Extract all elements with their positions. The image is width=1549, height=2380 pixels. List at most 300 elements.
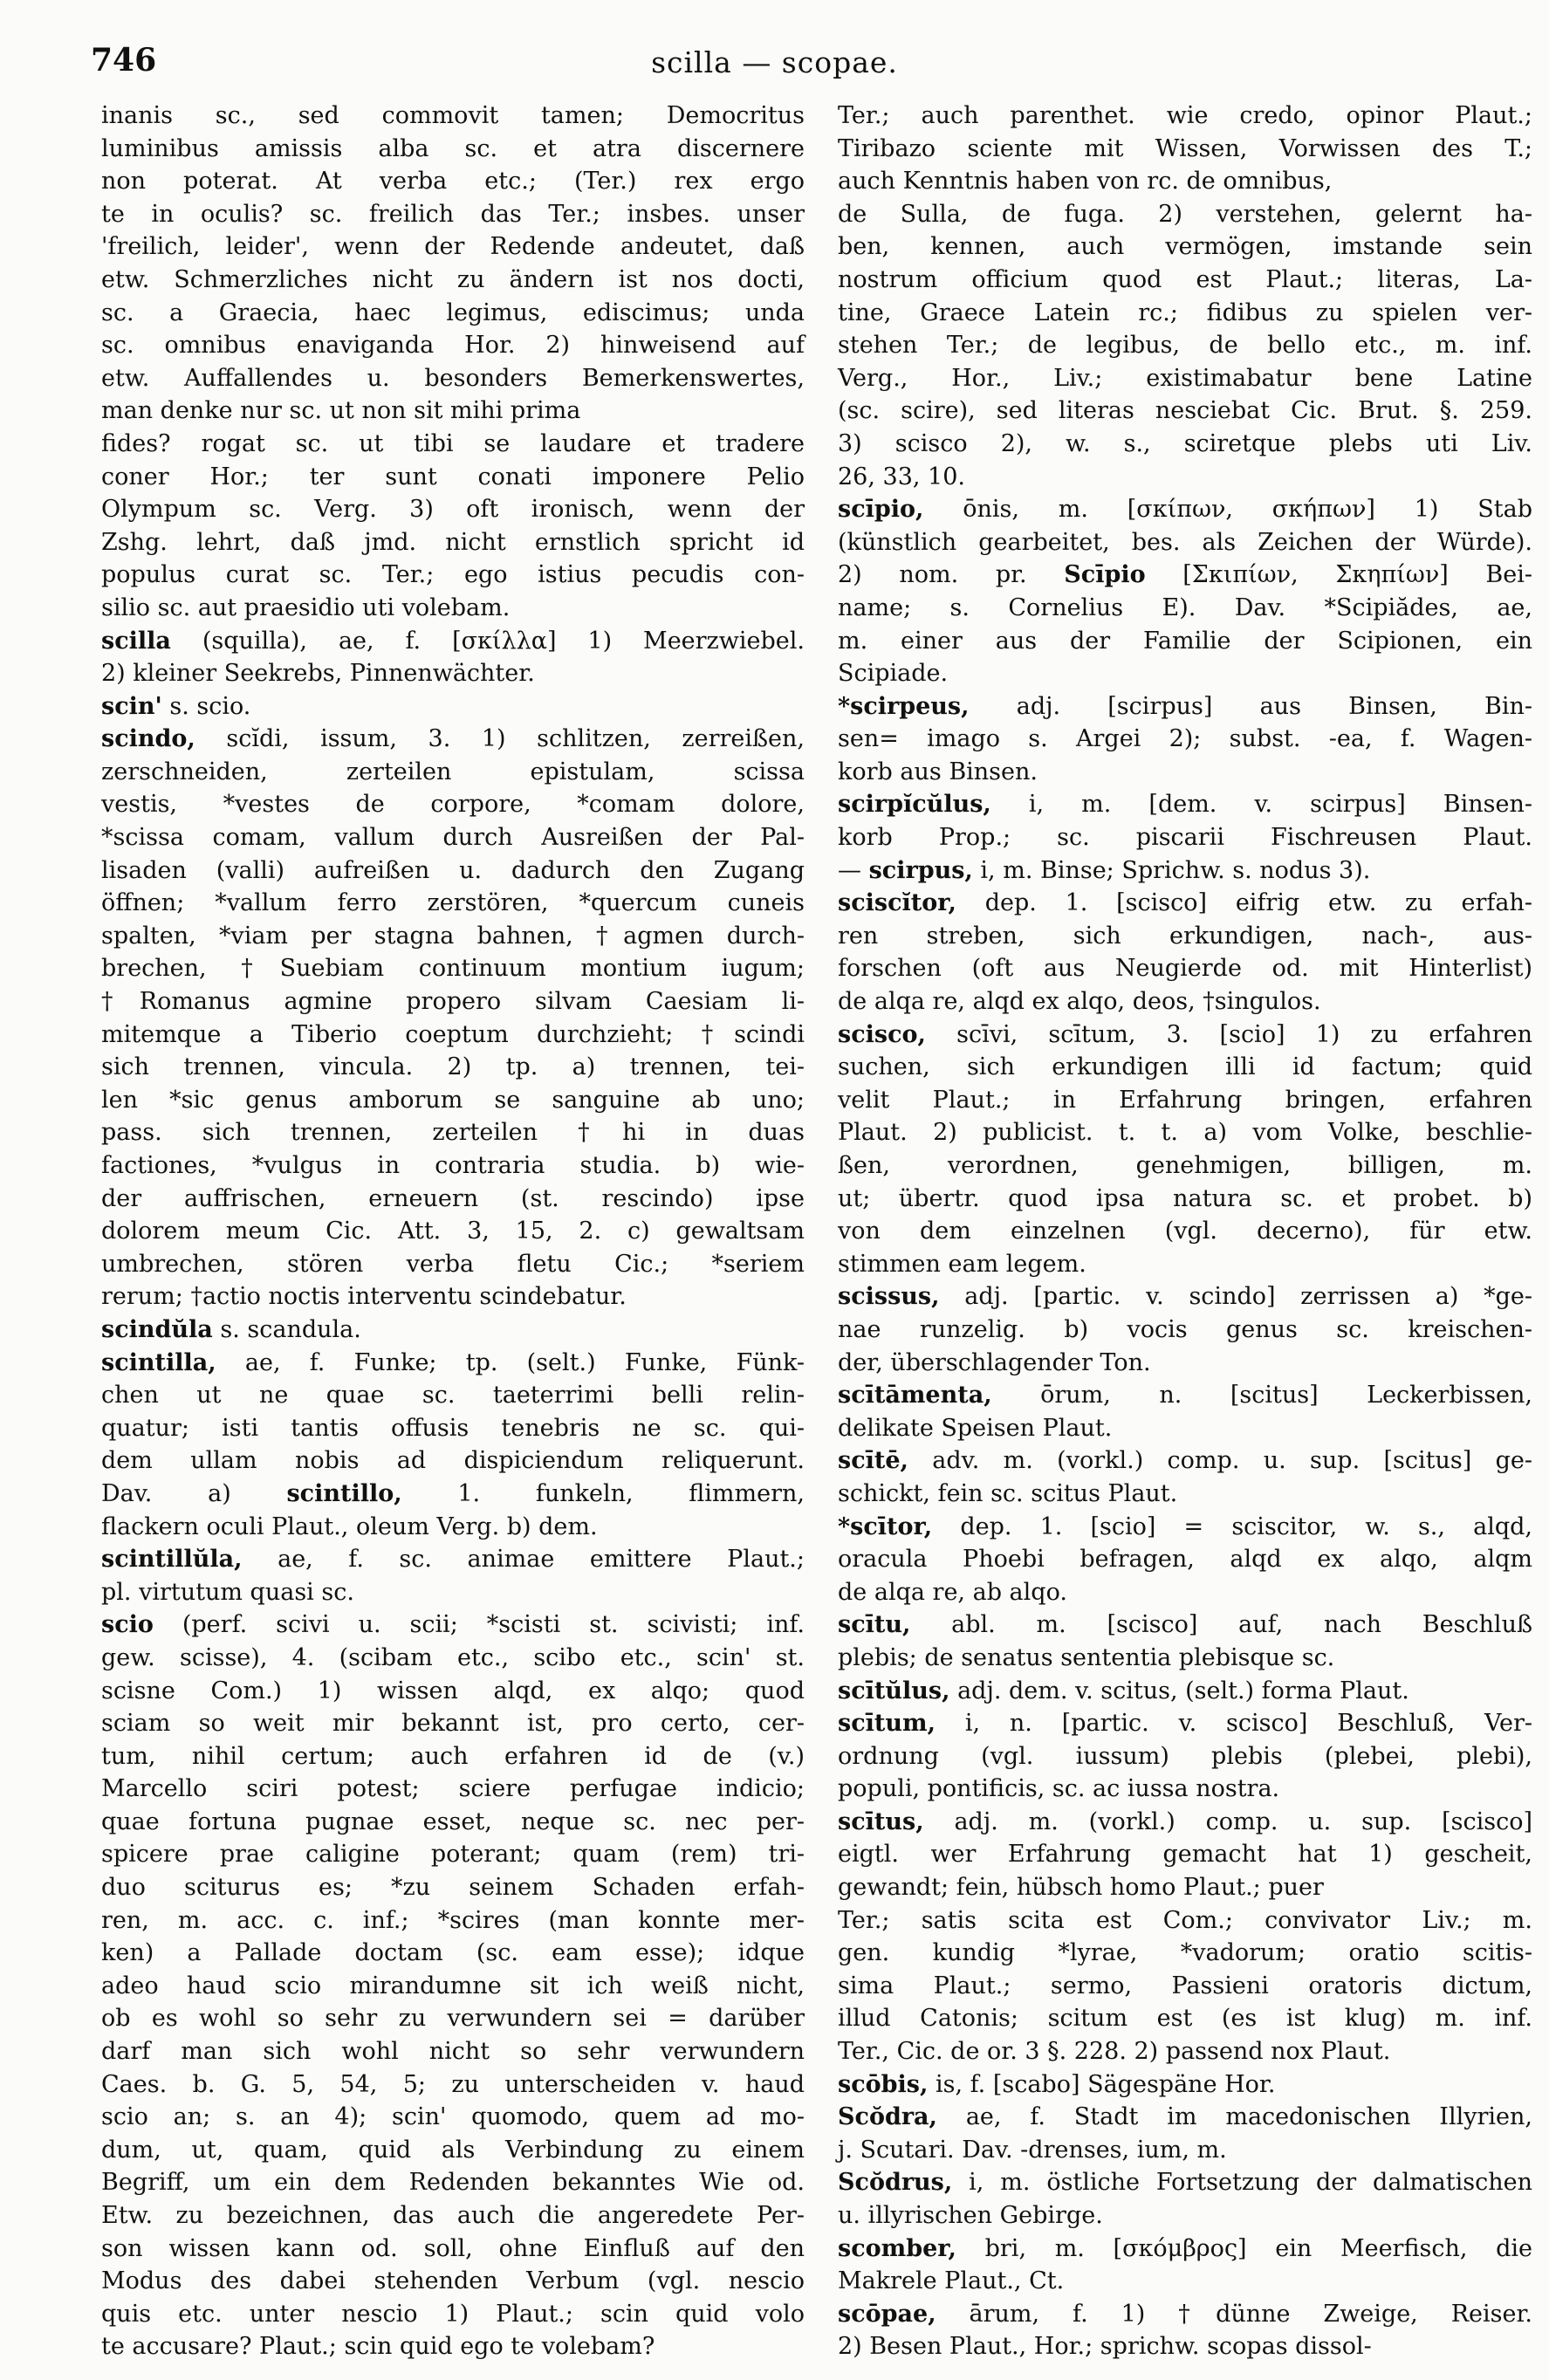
text-line: [101, 1740, 805, 1773]
text-line: [838, 2101, 1532, 2134]
text-line: [101, 1871, 805, 1904]
text-line: [101, 2330, 805, 2363]
text-line: [101, 1280, 805, 1313]
entry-text: scīvi, scītum, 3. [scio] 1) zu erfahren: [925, 1020, 1532, 1048]
entry-text: sen= imago s. Argei 2); subst. -ea, f. Wagen-: [838, 725, 1532, 753]
text-line: [838, 756, 1532, 789]
text-line: [838, 461, 1532, 494]
entry-text: Ter., Cic. de or. 3 §. 228. 2) passend nox Plaut.: [838, 2038, 1391, 2066]
entry-text: *scissa comam, vallum durch Ausreißen der Pal-: [101, 824, 805, 852]
text-line: [838, 1183, 1532, 1216]
entry-text: brechen, †Suebiam continuum montium iugum;: [101, 955, 805, 983]
headword: scisco,: [838, 1020, 926, 1048]
entry-text: quis etc. unter nescio 1) Plaut.; scin quid volo: [101, 2300, 805, 2328]
entry-text: abl. m. [scisco] auf, nach Beschluß: [910, 1611, 1532, 1639]
text-line: [838, 1379, 1532, 1412]
entry-text: (künstlich gearbeitet, bes. als Zeichen der Würde).: [838, 528, 1532, 556]
headword: scītum,: [838, 1710, 936, 1738]
entry-text: Caes. b. G. 5, 54, 5; zu unterscheiden v. haud: [101, 2070, 805, 2098]
entry-text: gewandt; fein, hübsch homo Plaut.; puer: [838, 1874, 1324, 1902]
entry-text: nae runzelig. b) vocis genus sc. kreischen-: [838, 1315, 1532, 1343]
text-line: [101, 1642, 805, 1675]
entry-text: ārum, f. 1) †dünne Zweige, Reiser.: [936, 2300, 1532, 2328]
entry-text: (perf. scivi u. scii; *scisti st. scivisti; inf.: [153, 1611, 805, 1639]
text-line: [101, 99, 805, 133]
headword: scin': [101, 692, 162, 720]
text-line: [101, 1608, 805, 1642]
text-line: [101, 1806, 805, 1839]
headword: Scŏdra,: [838, 2103, 937, 2131]
text-line: [838, 2002, 1532, 2035]
entry-text: 26, 33, 10.: [838, 463, 965, 490]
entry-text: ken) a Pallade doctam (sc. eam esse); idque: [101, 1939, 805, 1967]
entry-text: Begriff, um ein dem Redenden bekanntes Wie od.: [101, 2169, 805, 2197]
running-head: scilla — scopae.: [651, 45, 898, 79]
text-line: [101, 690, 805, 724]
headword: scītāmenta,: [838, 1382, 992, 1409]
entry-text: silio sc. aut praesidio uti volebam.: [101, 593, 511, 621]
entry-text: j. Scutari. Dav. -drenses, ium, m.: [838, 2136, 1227, 2164]
entry-text: nostrum officium quod est Plaut.; literas, La-: [838, 265, 1532, 293]
text-line: [101, 1215, 805, 1248]
text-line: [101, 2134, 805, 2167]
text-line: [838, 788, 1532, 821]
headword: scintilla,: [101, 1348, 216, 1376]
entry-text: †Romanus agmine propero silvam Caesiam li-: [101, 988, 805, 1016]
entry-text: i, m. östliche Fortsetzung der dalmatischen: [952, 2169, 1532, 2197]
entry-text: name; s. Cornelius E). Dav. *Scipiădes, ae,: [838, 593, 1532, 621]
entry-text: ae, f. sc. animae emittere Plaut.;: [242, 1546, 805, 1574]
entry-text: (squilla), ae, f. [σκίλλα] 1) Meerzwiebel.: [170, 627, 805, 655]
entry-text: populus curat sc. Ter.; ego istius pecudis con-: [101, 561, 805, 589]
text-line: [838, 362, 1532, 395]
text-line: [101, 2002, 805, 2035]
text-line: [838, 2265, 1532, 2298]
text-line: [101, 1838, 805, 1871]
page-number: 746: [91, 42, 157, 79]
text-line: [838, 493, 1532, 526]
entry-text: ßen, verordnen, genehmigen, billigen, m.: [838, 1152, 1532, 1179]
text-line: [838, 1313, 1532, 1347]
headword: scindo,: [101, 725, 195, 753]
entry-text: eigtl. wer Erfahrung gemacht hat 1) gescheit,: [838, 1841, 1532, 1869]
text-line: [838, 133, 1532, 166]
entry-text: 2) Besen Plaut., Hor.; sprichw. scopas dissol-: [838, 2333, 1372, 2361]
entry-text: quae fortuna pugnae esset, neque sc. nec per-: [101, 1807, 805, 1835]
text-line: [838, 2199, 1532, 2233]
entry-text: ae, f. Funke; tp. (selt.) Funke, Fünk-: [216, 1348, 805, 1376]
left-column: [101, 99, 805, 2363]
text-line: [838, 657, 1532, 690]
entry-text: chen ut ne quae sc. taeterrimi belli relin-: [101, 1382, 805, 1409]
text-line: [101, 887, 805, 920]
entry-text: [Σκιπίων, Σκηπίων] Bei-: [1145, 561, 1532, 589]
entry-text: zerschneiden, zerteilen epistulam, scissa: [101, 758, 805, 785]
entry-text: Modus des dabei stehenden Verbum (vgl. nescio: [101, 2267, 805, 2295]
text-line: [838, 428, 1532, 461]
text-line: [838, 1444, 1532, 1478]
text-line: [101, 657, 805, 690]
text-line: [838, 1248, 1532, 1281]
headword: scintillŭla,: [101, 1546, 243, 1574]
text-line: [838, 1904, 1532, 1938]
entry-text: i, n. [partic. v. scisco] Beschluß, Ver-: [935, 1710, 1532, 1738]
entry-text: auch Kenntnis haben von rc. de omnibus,: [838, 168, 1333, 195]
text-line: [101, 198, 805, 231]
entry-text: pl. virtutum quasi sc.: [101, 1578, 354, 1606]
entry-text: ren, m. acc. c. inf.; *scires (man konnte mer-: [101, 1906, 805, 1934]
text-line: [101, 1347, 805, 1380]
text-line: [101, 625, 805, 658]
entry-text: Makrele Plaut., Ct.: [838, 2267, 1065, 2295]
entry-text: schickt, fein sc. scitus Plaut.: [838, 1479, 1178, 1507]
entry-text: 2) kleiner Seekrebs, Pinnenwächter.: [101, 660, 535, 688]
entry-text: sciam so weit mir bekannt ist, pro certo, cer-: [101, 1710, 805, 1738]
text-line: [838, 1970, 1532, 2003]
entry-text: adj. dem. v. scitus, (selt.) forma Plaut.: [949, 1677, 1409, 1704]
text-line: [101, 1019, 805, 1052]
entry-text: gen. kundig *lyrae, *vadorum; oratio scitis-: [838, 1939, 1532, 1967]
entry-text: dep. 1. [scisco] eifrig etw. zu erfah-: [956, 889, 1532, 917]
text-line: [101, 985, 805, 1019]
text-line: [838, 1871, 1532, 1904]
entry-text: de Sulla, de fuga. 2) verstehen, gelernt ha-: [838, 200, 1532, 228]
entry-text: plebis; de senatus sententia plebisque sc.: [838, 1643, 1335, 1671]
entry-text: adv. m. (vorkl.) comp. u. sup. [scitus] ge-: [908, 1447, 1532, 1475]
text-line: [838, 1937, 1532, 1970]
text-line: [101, 756, 805, 789]
text-line: [838, 2233, 1532, 2266]
text-line: [838, 394, 1532, 428]
text-line: [838, 1412, 1532, 1445]
entry-text: dum, ut, quam, quid als Verbindung zu einem: [101, 2136, 805, 2164]
text-line: [101, 1543, 805, 1576]
text-line: [838, 985, 1532, 1019]
text-line: [838, 165, 1532, 198]
headword: Scīpio: [1064, 561, 1146, 589]
entry-text: s. scandula.: [212, 1315, 361, 1343]
text-line: [838, 1642, 1532, 1675]
entry-text: inanis sc., sed commovit tamen; Democritus: [101, 102, 805, 129]
text-line: [838, 329, 1532, 362]
text-line: [101, 2298, 805, 2331]
entry-text: spicere prae caligine poterant; quam (rem) tri-: [101, 1841, 805, 1869]
right-column: [838, 99, 1532, 2363]
entry-text: vestis, *vestes de corpore, *comam dolore,: [101, 791, 805, 819]
text-line: [101, 428, 805, 461]
text-line: [101, 1051, 805, 1084]
entry-text: lisaden (valli) aufreißen u. dadurch den Zugang: [101, 856, 805, 884]
entry-text: i, m. [dem. v. scirpus] Binsen-: [990, 791, 1532, 819]
entry-text: fides? rogat sc. ut tibi se laudare et tradere: [101, 429, 805, 457]
text-line: [838, 1019, 1532, 1052]
text-line: [101, 394, 805, 428]
text-line: [838, 1280, 1532, 1313]
text-line: [101, 2068, 805, 2102]
text-line: [101, 723, 805, 756]
entry-text: ōnis, m. [σκίπων, σκήπων] 1) Stab: [923, 496, 1532, 524]
entry-text: tine, Graece Latein rc.; fidibus zu spielen ver-: [838, 298, 1532, 326]
text-line: [101, 854, 805, 888]
entry-text: etw. Auffallendes u. besonders Bemerkenswertes,: [101, 364, 805, 392]
text-line: [101, 2199, 805, 2233]
line-prefix: Dav. a): [101, 1479, 287, 1507]
text-line: [838, 723, 1532, 756]
entry-text: der, überschlagender Ton.: [838, 1348, 1151, 1376]
text-line: [838, 297, 1532, 330]
text-line: [101, 1248, 805, 1281]
entry-text: adj. [scirpus] aus Binsen, Bin-: [969, 692, 1532, 720]
text-line: [838, 264, 1532, 297]
text-line: [101, 165, 805, 198]
entry-text: adj. m. (vorkl.) comp. u. sup. [scisco]: [923, 1807, 1532, 1835]
entry-text: scio an; s. an 4); scin' quomodo, quem ad mo-: [101, 2103, 805, 2131]
entry-text: ōrum, n. [scitus] Leckerbissen,: [991, 1382, 1532, 1409]
text-line: [838, 1215, 1532, 1248]
headword: scītŭlus,: [838, 1677, 950, 1704]
text-line: [101, 264, 805, 297]
text-line: [838, 1511, 1532, 1544]
entry-text: (sc. scire), sed literas nesciebat Cic. Brut. §. 259.: [838, 397, 1532, 425]
text-line: [101, 1773, 805, 1806]
text-line: [838, 2035, 1532, 2068]
line-prefix: —: [838, 856, 869, 884]
entry-text: von dem einzelnen (vgl. decerno), für etw.: [838, 1217, 1532, 1245]
text-line: [101, 1116, 805, 1149]
entry-text: öffnen; *vallum ferro zerstören, *quercum cuneis: [101, 889, 805, 917]
text-line: [838, 1838, 1532, 1871]
entry-text: forschen (oft aus Neugierde od. mit Hinterlist): [838, 955, 1532, 983]
text-line: [838, 1707, 1532, 1740]
text-line: [101, 1478, 805, 1511]
text-line: [838, 99, 1532, 133]
text-line: [101, 2265, 805, 2298]
text-line: [101, 1970, 805, 2003]
text-line: [101, 1183, 805, 1216]
entry-text: dolorem meum Cic. Att. 3, 15, 2. c) gewaltsam: [101, 1217, 805, 1245]
entry-text: ae, f. Stadt im macedonischen Illyrien,: [936, 2103, 1532, 2131]
entry-text: sima Plaut.; sermo, Passieni oratoris dictum,: [838, 1972, 1532, 1999]
entry-text: Scipiade.: [838, 660, 949, 688]
entry-text: 'freilich, leider', wenn der Redende andeutet, daß: [101, 233, 805, 261]
entry-text: stimmen eam legem.: [838, 1250, 1086, 1278]
text-line: [838, 1576, 1532, 1609]
text-line: [101, 952, 805, 985]
text-line: [101, 1576, 805, 1609]
text-line: [838, 526, 1532, 559]
text-line: [838, 1149, 1532, 1183]
entry-text: dem ullam nobis ad dispiciendum reliquerunt.: [101, 1447, 805, 1475]
text-line: [838, 1478, 1532, 1511]
text-line: [101, 821, 805, 854]
text-line: [101, 1511, 805, 1544]
entry-text: gew. scisse), 4. (scibam etc., scibo etc., scin' st.: [101, 1643, 805, 1671]
text-line: [838, 1773, 1532, 1806]
entry-text: son wissen kann od. soll, ohne Einfluß auf den: [101, 2234, 805, 2262]
entry-text: scĭdi, issum, 3. 1) schlitzen, zerreißen,: [195, 725, 805, 753]
entry-text: oracula Phoebi befragen, alqd ex alqo, alqm: [838, 1546, 1532, 1574]
text-line: [101, 1379, 805, 1412]
entry-text: populi, pontificis, sc. ac iussa nostra.: [838, 1775, 1280, 1803]
entry-text: i, m. Binse; Sprichw. s. nodus 3).: [972, 856, 1371, 884]
entry-text: sc. omnibus enaviganda Hor. 2) hinweisend auf: [101, 332, 805, 360]
entry-text: umbrechen, stören verba fletu Cic.; *seriem: [101, 1250, 805, 1278]
entry-text: man denke nur sc. ut non sit mihi prima: [101, 397, 581, 425]
headword: scilla: [101, 627, 171, 655]
text-line: [101, 1937, 805, 1970]
entry-text: Marcello sciri potest; sciere perfugae indicio;: [101, 1775, 805, 1803]
entry-text: delikate Speisen Plaut.: [838, 1414, 1113, 1442]
entry-text: sich trennen, vincula. 2) tp. a) trennen, tei-: [101, 1053, 805, 1081]
headword: scōpae,: [838, 2300, 936, 2328]
text-line: [838, 2330, 1532, 2363]
entry-text: te accusare? Plaut.; scin quid ego te volebam?: [101, 2333, 655, 2361]
text-line: [838, 1084, 1532, 1117]
entry-text: len *sic genus amborum se sanguine ab uno;: [101, 1086, 805, 1114]
text-line: [101, 461, 805, 494]
text-line: [101, 2035, 805, 2068]
text-line: [101, 1707, 805, 1740]
text-line: [101, 1904, 805, 1938]
headword: scīpio,: [838, 496, 924, 524]
entry-text: Etw. zu bezeichnen, das auch die angeredete Per-: [101, 2202, 805, 2229]
text-line: [838, 2298, 1532, 2331]
entry-text: non poterat. At verba etc.; (Ter.) rex ergo: [101, 168, 805, 195]
entry-text: factiones, *vulgus in contraria studia. b) wie-: [101, 1152, 805, 1179]
headword: scissus,: [838, 1283, 940, 1311]
headword: scītu,: [838, 1611, 911, 1639]
text-line: [101, 1084, 805, 1117]
headword: scintillo,: [286, 1479, 402, 1507]
text-line: [838, 1347, 1532, 1380]
text-line: [101, 297, 805, 330]
headword: scōbis,: [838, 2070, 929, 2098]
text-line: [838, 559, 1532, 592]
text-line: [101, 230, 805, 264]
entry-text: Olympum sc. Verg. 3) oft ironisch, wenn der: [101, 496, 805, 524]
entry-text: mitemque a Tiberio coeptum durchzieht; †scindi: [101, 1020, 805, 1048]
entry-text: dep. 1. [scio] = sciscitor, w. s., alqd,: [932, 1512, 1532, 1540]
text-line: [101, 1675, 805, 1708]
headword: sciscĭtor,: [838, 889, 956, 917]
text-line: [101, 592, 805, 625]
entry-text: ut; übertr. quod ipsa natura sc. et probet. b): [838, 1184, 1532, 1212]
entry-text: te in oculis? sc. freilich das Ter.; insbes. unser: [101, 200, 805, 228]
text-line: [838, 230, 1532, 264]
text-line: [838, 1806, 1532, 1839]
entry-text: korb Prop.; sc. piscarii Fischreusen Plaut.: [838, 824, 1532, 852]
text-line: [101, 1444, 805, 1478]
text-line: [101, 493, 805, 526]
entry-text: is, f. [scabo] Sägespäne Hor.: [928, 2070, 1276, 2098]
headword: scirpĭcŭlus,: [838, 791, 991, 819]
entry-text: ordnung (vgl. iussum) plebis (plebei, plebi),: [838, 1742, 1532, 1770]
text-line: [101, 920, 805, 953]
entry-text: stehen Ter.; de legibus, de bello etc., m. inf.: [838, 332, 1532, 360]
entry-text: velit Plaut.; in Erfahrung bringen, erfahren: [838, 1086, 1532, 1114]
entry-text: 3) scisco 2), w. s., sciretque plebs uti Liv.: [838, 429, 1532, 457]
entry-text: darf man sich wohl nicht so sehr verwundern: [101, 2038, 805, 2066]
text-line: [838, 1116, 1532, 1149]
text-line: [101, 788, 805, 821]
entry-text: illud Catonis; scitum est (es ist klug) m. inf.: [838, 2005, 1532, 2033]
entry-text: sc. a Graecia, haec legimus, ediscimus; unda: [101, 298, 805, 326]
entry-text: quatur; isti tantis offusis tenebris ne sc. qui-: [101, 1414, 805, 1442]
entry-text: de alqa re, alqd ex alqo, deos, †singulos.: [838, 988, 1321, 1016]
headword: scītē,: [838, 1447, 908, 1475]
entry-text: suchen, sich erkundigen illi id factum; quid: [838, 1053, 1532, 1081]
entry-text: 1. funkeln, flimmern,: [401, 1479, 805, 1507]
entry-text: adj. [partic. v. scindo] zerrissen a) *ge-: [939, 1283, 1532, 1311]
entry-text: luminibus amissis alba sc. et atra discernere: [101, 134, 805, 162]
text-line: [101, 559, 805, 592]
text-line: [838, 2068, 1532, 2102]
entry-text: s. scio.: [161, 692, 251, 720]
text-line: [101, 362, 805, 395]
entry-text: de alqa re, ab alqo.: [838, 1578, 1067, 1606]
entry-text: korb aus Binsen.: [838, 758, 1038, 785]
text-line: [838, 198, 1532, 231]
text-line: [838, 920, 1532, 953]
text-line: [101, 1149, 805, 1183]
text-line: [101, 1313, 805, 1347]
entry-text: flackern oculi Plaut., oleum Verg. b) dem.: [101, 1512, 598, 1540]
entry-text: Zshg. lehrt, daß jmd. nicht ernstlich spricht id: [101, 528, 805, 556]
headword: *scirpeus,: [838, 692, 970, 720]
headword: scītus,: [838, 1807, 924, 1835]
text-line: [838, 1051, 1532, 1084]
text-line: [838, 592, 1532, 625]
text-line: [838, 1675, 1532, 1708]
text-line: [101, 2233, 805, 2266]
entry-text: spalten, *viam per stagna bahnen, †agmen durch-: [101, 922, 805, 950]
entry-text: Plaut. 2) publicist. t. t. a) vom Volke, beschlie-: [838, 1119, 1532, 1147]
entry-text: Ter.; auch parenthet. wie credo, opinor Plaut.;: [838, 102, 1532, 129]
entry-text: bri, m. [σκόμβρος] ein Meerfisch, die: [956, 2234, 1532, 2262]
entry-text: Ter.; satis scita est Com.; convivator Liv.; m.: [838, 1906, 1532, 1934]
entry-text: der auffrischen, erneuern (st. rescindo) ipse: [101, 1184, 805, 1212]
entry-text: Verg., Hor., Liv.; existimabatur bene Latine: [838, 364, 1532, 392]
entry-text: tum, nihil certum; auch erfahren id de (v.): [101, 1742, 805, 1770]
entry-text: m. einer aus der Familie der Scipionen, ein: [838, 627, 1532, 655]
text-line: [838, 2166, 1532, 2199]
text-line: [838, 952, 1532, 985]
entry-text: Tiribazo sciente mit Wissen, Vorwissen des T.;: [838, 134, 1532, 162]
text-line: [838, 1608, 1532, 1642]
text-line: [838, 690, 1532, 724]
text-line: [838, 887, 1532, 920]
text-line: [838, 821, 1532, 854]
entry-text: ren streben, sich erkundigen, nach-, aus-: [838, 922, 1532, 950]
entry-text: rerum; †actio noctis interventu scindebatur.: [101, 1283, 627, 1311]
headword: scio: [101, 1611, 154, 1639]
entry-text: u. illyrischen Gebirge.: [838, 2202, 1103, 2229]
headword: Scŏdrus,: [838, 2169, 953, 2197]
text-line: [838, 2134, 1532, 2167]
line-prefix: 2) nom. pr.: [838, 561, 1065, 589]
text-line: [838, 625, 1532, 658]
headword: scomber,: [838, 2234, 956, 2262]
entry-text: pass. sich trennen, zerteilen †hi in duas: [101, 1119, 805, 1147]
entry-text: coner Hor.; ter sunt conati imponere Pelio: [101, 463, 805, 490]
text-line: [838, 854, 1532, 888]
text-line: [101, 2166, 805, 2199]
headword: *scītor,: [838, 1512, 933, 1540]
text-line: [838, 1740, 1532, 1773]
text-line: [101, 329, 805, 362]
entry-text: duo sciturus es; *zu seinem Schaden erfah-: [101, 1874, 805, 1902]
text-line: [101, 2101, 805, 2134]
